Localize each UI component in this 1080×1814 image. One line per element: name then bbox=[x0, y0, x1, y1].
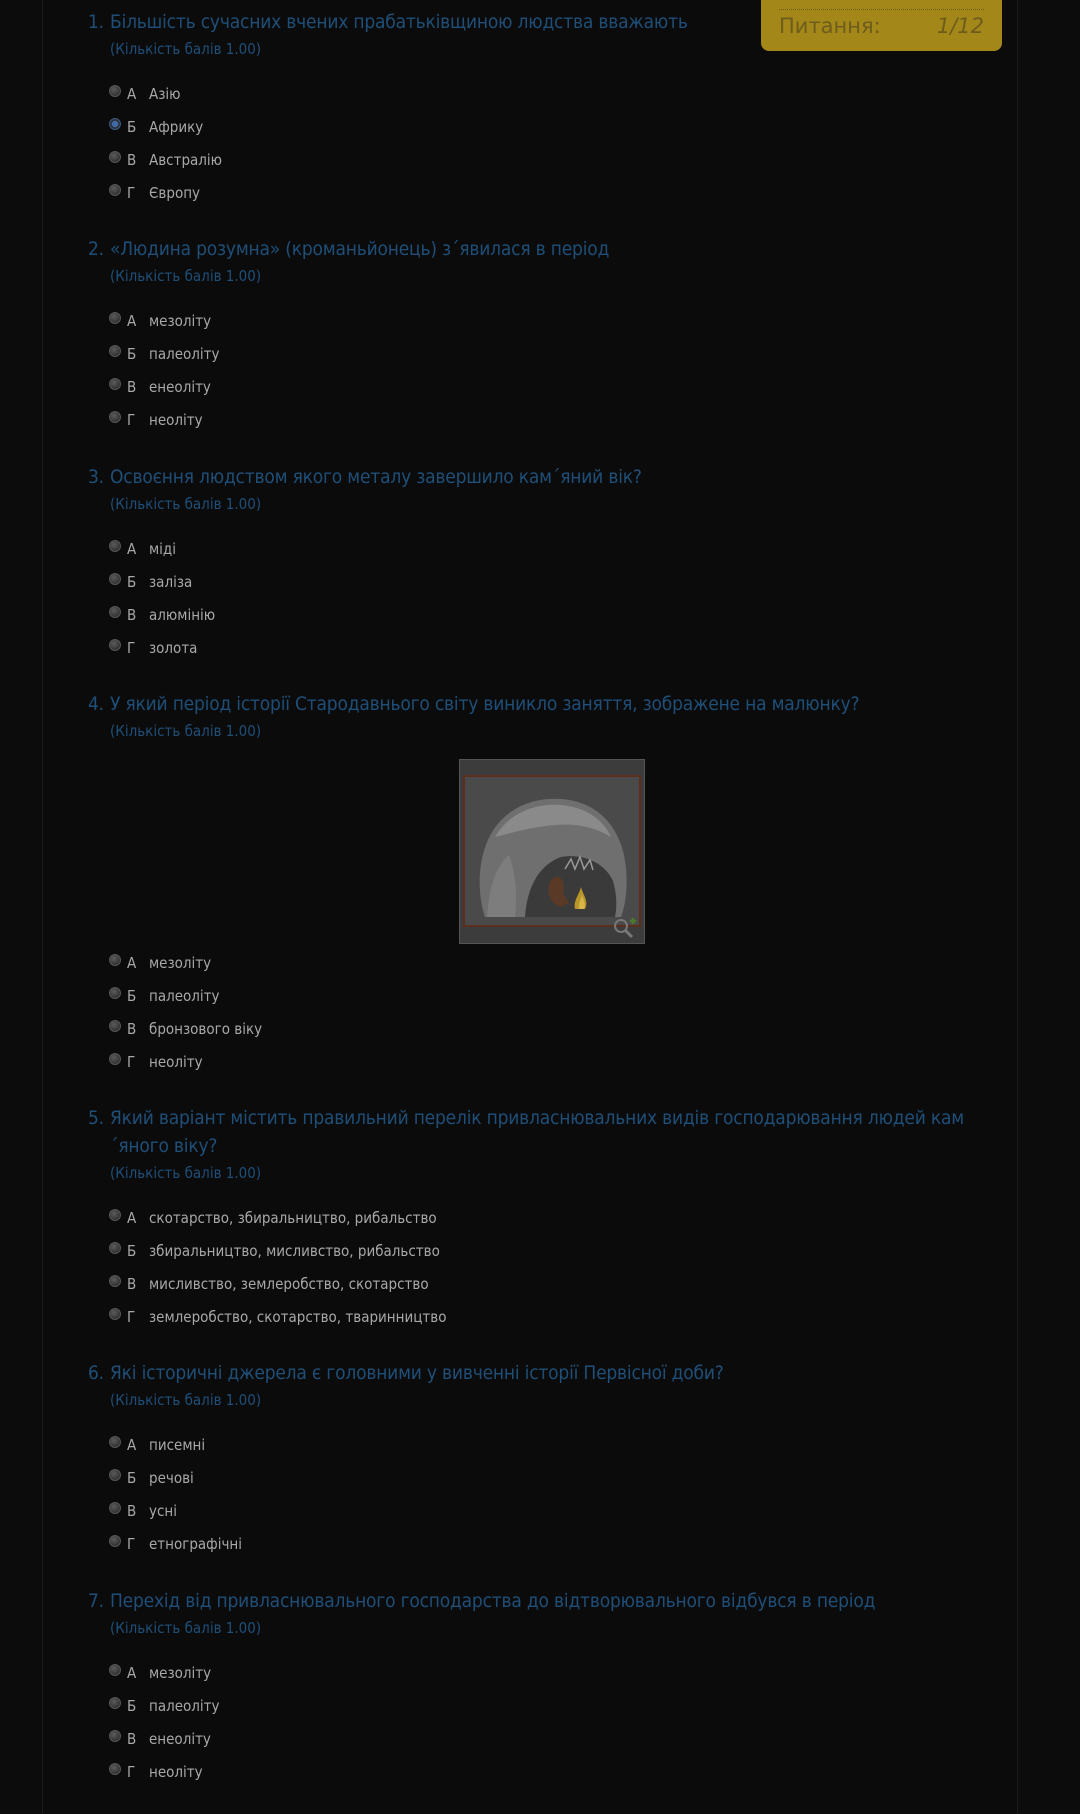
answer-option-v[interactable] bbox=[109, 1267, 968, 1300]
question-number: 5. bbox=[88, 1107, 104, 1129]
answer-option-b[interactable] bbox=[109, 1234, 968, 1267]
radio-button[interactable] bbox=[109, 954, 121, 966]
cave-illustration bbox=[465, 777, 639, 925]
answer-letter: Б bbox=[127, 1696, 137, 1715]
answer-text: Азію bbox=[149, 84, 181, 103]
answer-list bbox=[109, 1656, 968, 1788]
answer-letter: Г bbox=[127, 1534, 136, 1553]
answer-text: неоліту bbox=[149, 1052, 203, 1071]
answer-option-g[interactable] bbox=[109, 1755, 968, 1788]
radio-button[interactable] bbox=[109, 1535, 121, 1547]
question-text: У який період історії Стародавнього світу виникло заняття, зображене на малюнку? bbox=[110, 693, 860, 715]
answer-letter: Г bbox=[127, 1307, 136, 1326]
answer-option-v[interactable] bbox=[109, 598, 968, 631]
answer-text: мисливство, землеробство, скотарство bbox=[149, 1274, 429, 1293]
question-title bbox=[88, 8, 968, 36]
zoom-icon[interactable] bbox=[612, 917, 638, 939]
answer-letter: В bbox=[127, 377, 137, 396]
answer-text: палеоліту bbox=[149, 986, 220, 1005]
question-points: (Кількість балів 1.00) bbox=[110, 722, 262, 740]
radio-button[interactable] bbox=[109, 85, 121, 97]
answer-text: бронзового віку bbox=[149, 1019, 263, 1038]
answer-letter: А bbox=[127, 539, 137, 558]
answer-list bbox=[109, 532, 968, 664]
question-title bbox=[88, 235, 968, 263]
radio-button[interactable] bbox=[109, 540, 121, 552]
question-text: Освоєння людством якого металу завершило кам´яний вік? bbox=[110, 466, 642, 488]
answer-letter: В bbox=[127, 150, 137, 169]
answer-text: неоліту bbox=[149, 410, 203, 429]
answer-text: мезоліту bbox=[149, 311, 212, 330]
question-points: (Кількість балів 1.00) bbox=[110, 1164, 262, 1182]
answer-text: палеоліту bbox=[149, 1696, 220, 1715]
radio-button[interactable] bbox=[109, 378, 121, 390]
answer-letter: Б bbox=[127, 117, 137, 136]
answer-option-a[interactable] bbox=[109, 1656, 968, 1689]
cave-painting-image[interactable] bbox=[459, 759, 645, 944]
answer-letter: В bbox=[127, 1501, 137, 1520]
answer-text: мезоліту bbox=[149, 953, 212, 972]
answer-text: міді bbox=[149, 539, 177, 558]
answer-text: палеоліту bbox=[149, 344, 220, 363]
radio-button[interactable] bbox=[109, 1053, 121, 1065]
answer-text: етнографічні bbox=[149, 1534, 243, 1553]
answer-option-a[interactable] bbox=[109, 77, 968, 110]
answer-option-b[interactable] bbox=[109, 565, 968, 598]
answer-text: писемні bbox=[149, 1435, 206, 1454]
answer-text: землеробство, скотарство, тваринництво bbox=[149, 1307, 447, 1326]
answer-list bbox=[109, 946, 968, 1078]
question-text: Перехід від привласнювального господарства до відтворювального відбувся в період bbox=[110, 1590, 876, 1612]
radio-button[interactable] bbox=[109, 606, 121, 618]
question-title bbox=[88, 463, 968, 491]
answer-option-g[interactable] bbox=[109, 631, 968, 664]
answer-list bbox=[109, 77, 968, 209]
radio-button[interactable] bbox=[109, 1502, 121, 1514]
question-2 bbox=[88, 235, 968, 436]
answer-letter: А bbox=[127, 953, 137, 972]
radio-button[interactable] bbox=[109, 573, 121, 585]
question-title bbox=[88, 1587, 968, 1615]
radio-button[interactable] bbox=[109, 411, 121, 423]
question-title bbox=[88, 690, 968, 718]
answer-option-g[interactable] bbox=[109, 1300, 968, 1333]
answer-list bbox=[109, 304, 968, 436]
answer-text: мезоліту bbox=[149, 1663, 212, 1682]
answer-letter: А bbox=[127, 84, 137, 103]
question-6 bbox=[88, 1359, 968, 1560]
answer-option-v[interactable] bbox=[109, 370, 968, 403]
answer-list bbox=[109, 1201, 968, 1333]
answer-letter: Б bbox=[127, 986, 137, 1005]
radio-button[interactable] bbox=[109, 1275, 121, 1287]
radio-button[interactable] bbox=[109, 1242, 121, 1254]
answer-letter: Г bbox=[127, 410, 136, 429]
question-title bbox=[88, 1359, 968, 1387]
radio-button[interactable] bbox=[109, 1730, 121, 1742]
question-number: 4. bbox=[88, 693, 104, 715]
answer-option-a[interactable] bbox=[109, 304, 968, 337]
radio-button[interactable] bbox=[109, 1697, 121, 1709]
radio-button[interactable] bbox=[109, 639, 121, 651]
radio-button[interactable] bbox=[109, 1020, 121, 1032]
question-points: (Кількість балів 1.00) bbox=[110, 495, 262, 513]
answer-option-b[interactable] bbox=[109, 110, 968, 143]
answer-text: Африку bbox=[149, 117, 204, 136]
answer-letter: Г bbox=[127, 1762, 136, 1781]
answer-text: неоліту bbox=[149, 1762, 203, 1781]
answer-text: Австралію bbox=[149, 150, 223, 169]
answer-letter: Г bbox=[127, 183, 136, 202]
answer-letter: Б bbox=[127, 572, 137, 591]
answer-letter: А bbox=[127, 1208, 137, 1227]
question-points: (Кількість балів 1.00) bbox=[110, 40, 262, 58]
answer-option-a[interactable] bbox=[109, 532, 968, 565]
answer-option-a[interactable] bbox=[109, 1201, 968, 1234]
answer-option-g[interactable] bbox=[109, 403, 968, 436]
question-text: Який варіант містить правильний перелік привласнювальних видів господарювання людей кам´яного віку? bbox=[110, 1107, 964, 1157]
answer-text: скотарство, збиральництво, рибальство bbox=[149, 1208, 437, 1227]
radio-button[interactable] bbox=[109, 345, 121, 357]
answer-option-v[interactable] bbox=[109, 1494, 968, 1527]
radio-button[interactable] bbox=[109, 184, 121, 196]
answer-text: заліза bbox=[149, 572, 193, 591]
question-3 bbox=[88, 463, 968, 664]
question-text: Більшість сучасних вчених прабатьківщиною людства вважають bbox=[110, 11, 688, 33]
answer-text: збиральництво, мисливство, рибальство bbox=[149, 1241, 440, 1260]
question-number: 6. bbox=[88, 1362, 104, 1384]
answer-option-b[interactable] bbox=[109, 337, 968, 370]
radio-button[interactable] bbox=[109, 151, 121, 163]
answer-letter: В bbox=[127, 1274, 137, 1293]
question-text: «Людина розумна» (кроманьйонець) з´явилася в період bbox=[110, 238, 610, 260]
radio-button[interactable] bbox=[109, 1664, 121, 1676]
radio-button[interactable] bbox=[109, 1763, 121, 1775]
radio-button[interactable] bbox=[109, 1469, 121, 1481]
answer-letter: А bbox=[127, 311, 137, 330]
answer-option-g[interactable] bbox=[109, 176, 968, 209]
answer-text: алюмінію bbox=[149, 605, 216, 624]
question-number: 7. bbox=[88, 1590, 104, 1612]
answer-option-g[interactable] bbox=[109, 1527, 968, 1560]
counter-value: 1/12 bbox=[936, 14, 984, 38]
answer-option-v[interactable] bbox=[109, 1722, 968, 1755]
question-number: 2. bbox=[88, 238, 104, 260]
radio-button[interactable] bbox=[109, 1436, 121, 1448]
radio-button-selected[interactable] bbox=[109, 118, 121, 130]
answer-letter: Г bbox=[127, 638, 136, 657]
answer-letter: В bbox=[127, 1729, 137, 1748]
answer-option-b[interactable] bbox=[109, 979, 968, 1012]
answer-letter: Б bbox=[127, 1241, 137, 1260]
answer-list bbox=[109, 1428, 968, 1560]
question-points: (Кількість балів 1.00) bbox=[110, 267, 262, 285]
answer-text: Європу bbox=[149, 183, 201, 202]
answer-letter: Б bbox=[127, 1468, 137, 1487]
answer-letter: Б bbox=[127, 344, 137, 363]
answer-text: усні bbox=[149, 1501, 177, 1520]
answer-option-g[interactable] bbox=[109, 1045, 968, 1078]
answer-text: речові bbox=[149, 1468, 194, 1487]
answer-option-a[interactable] bbox=[109, 1428, 968, 1461]
question-points: (Кількість балів 1.00) bbox=[110, 1619, 262, 1637]
answer-option-v[interactable] bbox=[109, 143, 968, 176]
question-number: 3. bbox=[88, 466, 104, 488]
question-title bbox=[88, 1104, 968, 1160]
radio-button[interactable] bbox=[109, 1209, 121, 1221]
answer-letter: В bbox=[127, 605, 137, 624]
radio-button[interactable] bbox=[109, 312, 121, 324]
answer-letter: А bbox=[127, 1663, 137, 1682]
image-frame bbox=[463, 775, 641, 927]
answer-option-b[interactable] bbox=[109, 1689, 968, 1722]
answer-text: золота bbox=[149, 638, 198, 657]
answer-option-b[interactable] bbox=[109, 1461, 968, 1494]
question-number: 1. bbox=[88, 11, 104, 33]
answer-option-a[interactable] bbox=[109, 946, 968, 979]
radio-button[interactable] bbox=[109, 987, 121, 999]
question-text: Які історичні джерела є головними у вивченні історії Первісної доби? bbox=[110, 1362, 724, 1384]
counter-label: Питання: bbox=[779, 14, 881, 38]
question-7 bbox=[88, 1587, 968, 1788]
question-5 bbox=[88, 1104, 968, 1333]
answer-text: енеоліту bbox=[149, 377, 211, 396]
answer-letter: Г bbox=[127, 1052, 136, 1071]
answer-text: енеоліту bbox=[149, 1729, 211, 1748]
radio-button[interactable] bbox=[109, 1308, 121, 1320]
answer-letter: А bbox=[127, 1435, 137, 1454]
answer-letter: В bbox=[127, 1019, 137, 1038]
answer-option-v[interactable] bbox=[109, 1012, 968, 1045]
question-1 bbox=[88, 8, 968, 209]
question-points: (Кількість балів 1.00) bbox=[110, 1391, 262, 1409]
